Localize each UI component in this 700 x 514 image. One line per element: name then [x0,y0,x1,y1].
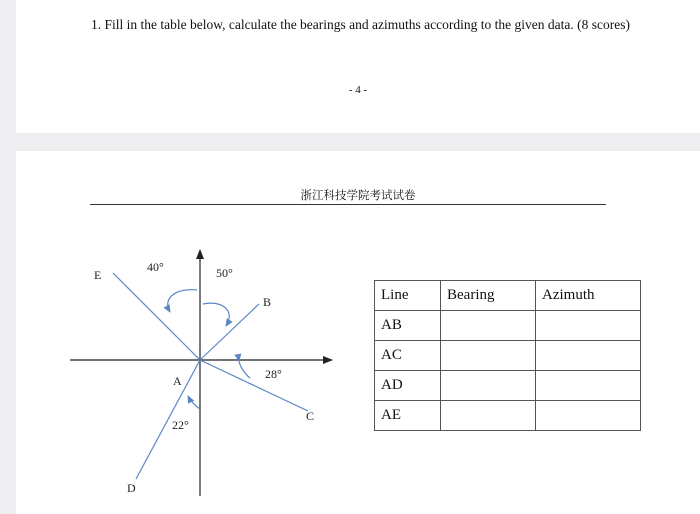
line-ae [113,273,200,360]
header-rule [90,204,606,205]
cell-azimuth[interactable] [536,341,641,371]
label-angle-28: 28° [265,367,282,381]
arc-40 [168,290,197,312]
cell-line: AC [375,341,441,371]
page-top [16,0,700,133]
cell-azimuth[interactable] [536,311,641,341]
cell-azimuth[interactable] [536,371,641,401]
label-point-a: A [173,374,182,388]
label-angle-50: 50° [216,266,233,280]
cell-line: AE [375,401,441,431]
cell-bearing[interactable] [441,401,536,431]
page-number: - 4 - [348,84,368,96]
line-ab [200,304,259,360]
label-angle-40: 40° [147,260,164,274]
table-row [375,371,641,401]
cell-bearing[interactable] [441,371,536,401]
arc-50 [203,303,229,326]
label-point-d: D [127,481,136,495]
arc-28 [239,361,250,378]
answer-table [374,280,641,431]
answer-table-wrap [374,280,641,431]
label-point-e: E [94,268,102,282]
label-angle-22: 22° [172,418,189,432]
cell-bearing[interactable] [441,311,536,341]
line-ac [200,360,308,411]
exam-header-title: 浙江科技学院考试试卷 [300,188,416,202]
cell-bearing[interactable] [441,341,536,371]
label-point-b: B [263,295,272,309]
arc-22 [188,396,200,409]
cell-line: AD [375,371,441,401]
table-row [375,311,641,341]
header-azimuth: Azimuth [536,281,641,311]
direction-diagram [66,246,356,506]
line-ad [136,360,200,479]
header-line: Line [375,281,441,311]
label-point-c: C [306,409,315,423]
cell-line: AB [375,311,441,341]
table-header-row [375,281,641,311]
question-text: 1. Fill in the table below, calculate the bearings and azimuths according to the given data. (8 scores) [91,17,630,32]
cell-azimuth[interactable] [536,401,641,431]
header-bearing: Bearing [441,281,536,311]
table-row [375,401,641,431]
table-row [375,341,641,371]
page-bottom [16,151,700,514]
